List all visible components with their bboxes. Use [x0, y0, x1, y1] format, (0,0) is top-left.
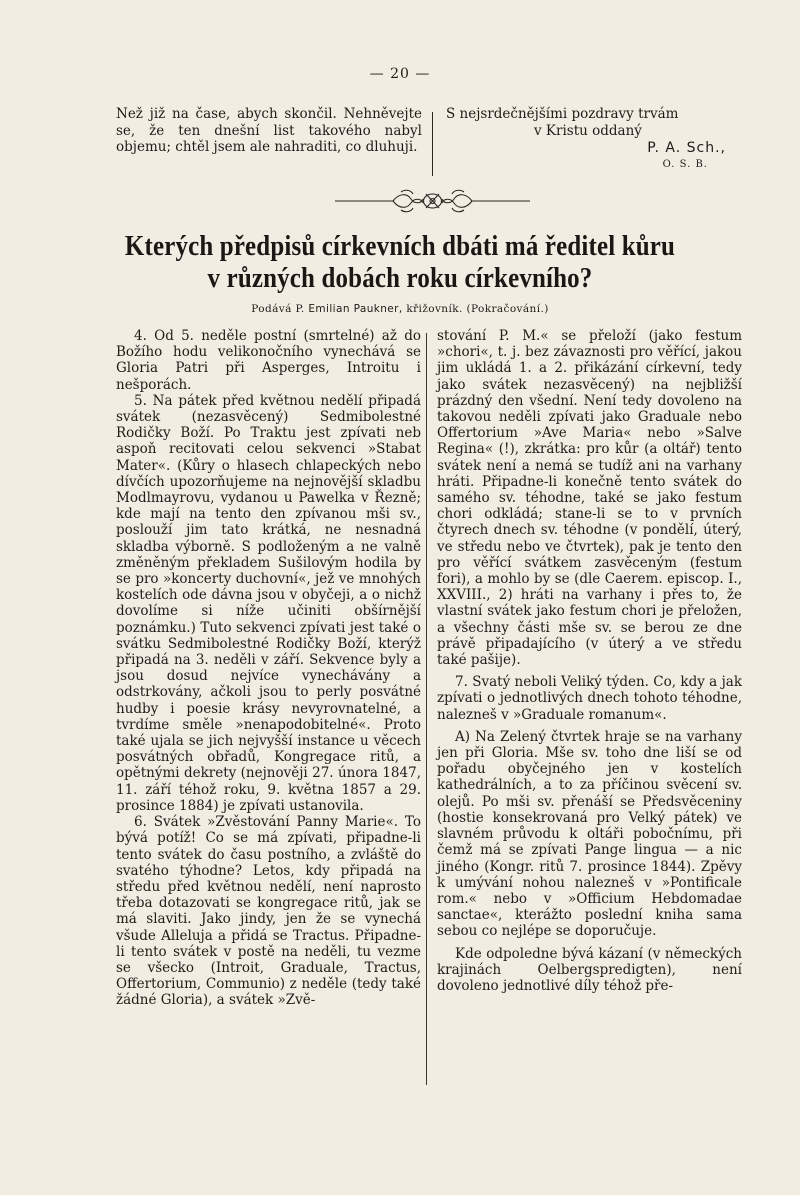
byline-author: Emilian Paukner, [308, 303, 403, 315]
article-title [56, 230, 744, 294]
greeting-line: S nejsrdečnějšími pozdravy trvám [446, 106, 679, 122]
letter-closing: Než již na čase, abych skončil. Nehněvejte se, že ten dnešní list takového nabyl objemu; chtěl jsem ale nahraditi, co dluhuji. [116, 106, 422, 155]
greeting-line: v Kristu oddaný [534, 122, 642, 139]
religious-order: O. S. B. [662, 158, 708, 170]
right-column [437, 328, 742, 994]
left-column [116, 328, 421, 1009]
paragraph: 6. Svátek »Zvěstování Panny Marie«. To bývá potíž! Co se má zpívati, připadne-li tento svátek do času postního, a zvláště do svatého týhodne? Letos, kdy připadá na středu před květnou nedělí, není naprosto třeba dotazovati se kongregace ritů, jak se má slaviti. Jako jindy, jen že se vynechá všude Alleluja a přidá se Tractus. Připadne-li tento svátek v postě na neděli, tu vezme se všecko (Introit, Graduale, Tractus, Offertorium, Communio) z neděle (tedy také žádné Gloria), a svátek »Zvě- [116, 814, 421, 1009]
byline-suffix: křižovník. (Pokračování.) [406, 303, 549, 315]
title-line: Kterých předpisů církevních dbáti má ředitel kůru [124, 230, 676, 262]
paragraph: Kde odpoledne bývá kázaní (v německých krajinách Oelbergspredigten), není dovoleno jednotlivé díly téhož pře- [437, 945, 742, 994]
title-line: v různých dobách roku církevního? [207, 262, 593, 294]
article-byline [0, 303, 800, 315]
paragraph: stování P. M.« se přeloží (jako festum »chori«, t. j. bez závaznosti pro věřící, jakou jim ukládá 1. a 2. přikázání církevní, tedy jako svátek nezasvěcený) na nejbližší prázdný den všední. Není tedy dovoleno na takovou neděli zpívati jako Graduale nebo Offertorium »Ave Maria« nebo »Salve Regina« (!), zkrátka: pro kůr (a oltář) tento svátek není a nemá se tudíž ani na varhany hráti. Připadne-li konečně tento svátek do samého sv. téhodne, také se jako festum chori odkládá; stane-li se to v prvních čtyrech dnech sv. téhodne (v pondělí, úterý, ve středu nebo ve čtvrtek), pak je tento den pro věřící svátkem zasvěceným (festum fori), a mohlo by se (dle Caerem. episcop. I., XXVIII., 2) hráti na varhany i přes to, že vlastní svátek jako festum chori je přeložen, a všechny části mše sv. se berou ze dne právě připadajícího (v úterý a ve středu také pašije). [437, 328, 742, 669]
ornament-divider-icon [335, 188, 530, 214]
signature: P. A. Sch., [647, 140, 726, 156]
paragraph: A) Na Zelený čtvrtek hraje se na varhany jen při Gloria. Mše sv. toho dne liší se od pořadu obyčejného jen v kostelích kathedrálních, a to za příčinou svěcení sv. olejů. Po mši sv. přenáší se Předsvěceniny (hostie konsekrovaná pro Velký pátek) ve slavném průvodu k oltáři pobočnímu, při čemž má se zpívati Pange lingua — a nic jiného (Kongr. ritů 7. prosince 1844). Zpěvy k umývání nohou nalezneš v »Pontificale rom.« nebo v »Officium Hebdomadae sanctae«, kterážto poslední kniha sama sebou co nejlépe se doporučuje. [437, 728, 742, 940]
paragraph: 4. Od 5. neděle postní (smrtelné) až do Božího hodu velikonočního vynechává se Gloria Patri při Asperges, Introitu i nešporách. [116, 328, 421, 393]
paragraph: 7. Svatý neboli Veliký týden. Co, kdy a jak zpívati o jednotlivých dnech tohoto téhodne, nalezneš v »Graduale romanum«. [437, 674, 742, 723]
paragraph: 5. Na pátek před květnou nedělí připadá svátek (nezasvěcený) Sedmibolestné Rodičky Boží. Po Traktu jest zpívati neb aspoň recitovati celou sekvenci »Stabat Mater«. (Kůry o hlasech chlapeckých nebo dívčích upozorňujeme na nejnovější skladbu Modlmayrovu, vydanou u Pawelka v Řezně; kde mají na tento den zpívanou mši sv., poslouží jim tato krátká, ne nesnadná skladba výborně. S podloženým a ne valně změněným překladem Sušilovým hodila by se pro »koncerty duchovní«, jež ve mnohých kostelích ode dávna jsou v obyčeji, a o nichž dovolíme si níže učiniti obšírnější poznámku.) Tuto sekvenci zpívati jest také o svátku Sedmibolestné Rodičky Boží, kterýž připadá na 3. neděli v září. Sekvence byly a jsou dosud nejvíce vynechávány a odstrkovány, ačkoli jsou to perly posvátné hudby i poesie krásy nevyrovnatelné, a tvrdíme směle »nenapodobitelné«. Proto také ujala se jich nejvyšší instance u věcech posvátných obřadů, Kongregace ritů, a opětnými dekrety (nejnověji 27. února 1847, 11. září téhož roku, 9. května 1857 a 29. prosince 1884) je zpívati ustanovila. [116, 392, 421, 814]
page-number: — 20 — [369, 66, 431, 82]
column-divider [426, 333, 427, 1085]
byline-prefix: Podává P. [251, 303, 305, 315]
letter-divider [432, 112, 433, 176]
letter-greeting [446, 106, 746, 173]
